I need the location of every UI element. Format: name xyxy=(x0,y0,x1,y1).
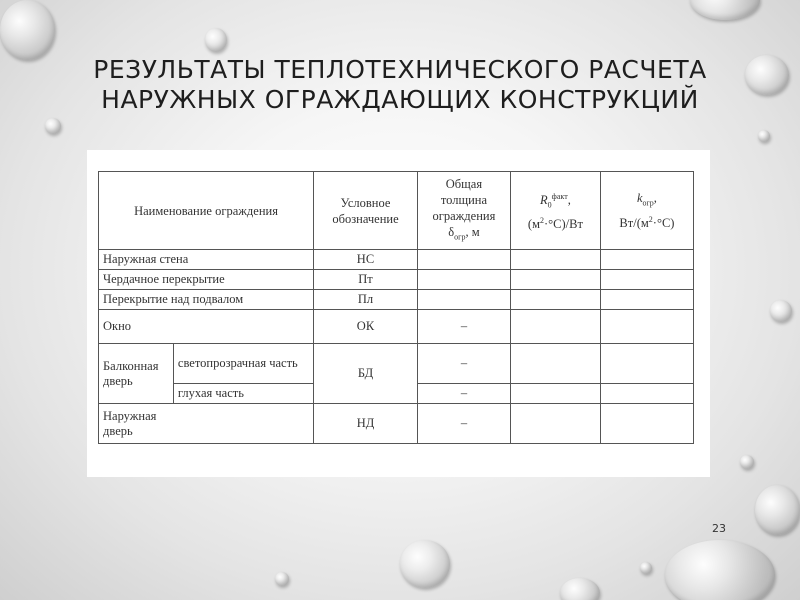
cell-name-balcony-door: Балконная дверь xyxy=(99,344,174,404)
table-row-basement-floor xyxy=(99,290,694,310)
cell-r xyxy=(510,404,600,444)
header-r-unit-a: (м xyxy=(527,217,540,232)
cell-name xyxy=(99,404,314,444)
water-drop-decoration xyxy=(745,55,789,95)
cell-code-balcony-door: БД xyxy=(314,344,418,404)
cell-name: Окно xyxy=(99,310,314,344)
header-name-text: Наименование ограждения xyxy=(134,203,278,218)
cell-r xyxy=(510,250,600,270)
water-drop-decoration xyxy=(740,455,754,469)
cell-k xyxy=(600,404,693,444)
table-row-balcony-door-transparent xyxy=(99,344,694,384)
slide-title-line-2: НАРУЖНЫХ ОГРАЖДАЮЩИХ КОНСТРУКЦИЙ xyxy=(101,85,699,114)
cell-name-text: Наружная дверь xyxy=(103,408,157,438)
cell-name: Чердачное перекрытие xyxy=(99,270,314,290)
cell-k xyxy=(600,344,693,384)
cell-k xyxy=(600,310,693,344)
header-r-fact: $R_0^{факт}$, $(м^2\cdot^\circ C)/Вт$ xyxy=(510,172,600,250)
cell-thickness xyxy=(417,250,510,270)
cell-r xyxy=(510,270,600,290)
water-drop-decoration xyxy=(755,485,800,535)
water-drop-decoration xyxy=(205,28,227,52)
water-drop-decoration xyxy=(45,118,61,134)
water-drop-decoration xyxy=(665,540,775,600)
header-thickness-text: Общая толщина ограждения xyxy=(432,176,496,223)
cell-thickness xyxy=(417,290,510,310)
slide-title-line-1: РЕЗУЛЬТАТЫ ТЕПЛОТЕХНИЧЕСКОГО РАСЧЕТА xyxy=(93,55,707,84)
header-r-symbol: R xyxy=(540,192,548,207)
header-r-subscript: 0 xyxy=(547,200,552,210)
table-row-window xyxy=(99,310,694,344)
header-thickness-symbol: δ xyxy=(448,224,455,239)
cell-code: ОК xyxy=(314,310,418,344)
cell-k xyxy=(600,384,693,404)
cell-thickness: – xyxy=(417,384,510,404)
water-drop-decoration xyxy=(758,130,770,142)
thermal-results-table xyxy=(98,171,694,444)
cell-r xyxy=(510,290,600,310)
water-drop-decoration xyxy=(770,300,792,322)
cell-k xyxy=(600,290,693,310)
header-thickness xyxy=(417,172,510,250)
cell-k xyxy=(600,270,693,290)
header-thickness-subscript: огр xyxy=(454,232,466,242)
table-panel xyxy=(87,150,710,477)
header-k-unit-b: ·°C) xyxy=(652,215,675,230)
cell-k xyxy=(600,250,693,270)
table-row-attic-floor xyxy=(99,270,694,290)
table-row-outer-wall xyxy=(99,250,694,270)
slide-title xyxy=(70,55,730,115)
cell-thickness xyxy=(417,270,510,290)
header-r-superscript: факт xyxy=(551,191,568,201)
header-name xyxy=(99,172,314,250)
water-drop-decoration xyxy=(560,578,600,600)
cell-part-transparent: светопрозрачная часть xyxy=(173,344,313,384)
water-drop-decoration xyxy=(275,572,289,586)
header-thickness-unit: , м xyxy=(465,224,480,239)
water-drop-decoration xyxy=(640,562,652,574)
header-k-unit-a: Вт/(м xyxy=(619,215,649,230)
header-code xyxy=(314,172,418,250)
header-k-subscript: огр xyxy=(642,198,654,208)
cell-r xyxy=(510,310,600,344)
cell-thickness: – xyxy=(417,344,510,384)
cell-code: Пт xyxy=(314,270,418,290)
water-drop-decoration xyxy=(0,0,55,60)
cell-thickness: – xyxy=(417,310,510,344)
cell-name: Перекрытие над подвалом xyxy=(99,290,314,310)
header-k: $k_{огр}$, $Вт/(м^2\cdot^\circ C)$ xyxy=(600,172,693,250)
cell-thickness: – xyxy=(417,404,510,444)
cell-code: НД xyxy=(314,404,418,444)
cell-name: Наружная стена xyxy=(99,250,314,270)
water-drop-decoration xyxy=(690,0,760,20)
table-row-outer-door xyxy=(99,404,694,444)
page-number: 23 xyxy=(712,522,726,535)
cell-code: НС xyxy=(314,250,418,270)
cell-r xyxy=(510,384,600,404)
cell-code: Пл xyxy=(314,290,418,310)
cell-r xyxy=(510,344,600,384)
header-k-symbol: k xyxy=(636,191,643,206)
water-drop-decoration xyxy=(400,540,450,588)
header-code-text: Условное обозначение xyxy=(332,195,399,226)
table-header-row xyxy=(99,172,694,250)
header-r-unit-b: ·°C)/Вт xyxy=(544,217,583,232)
cell-part-solid: глухая часть xyxy=(173,384,313,404)
